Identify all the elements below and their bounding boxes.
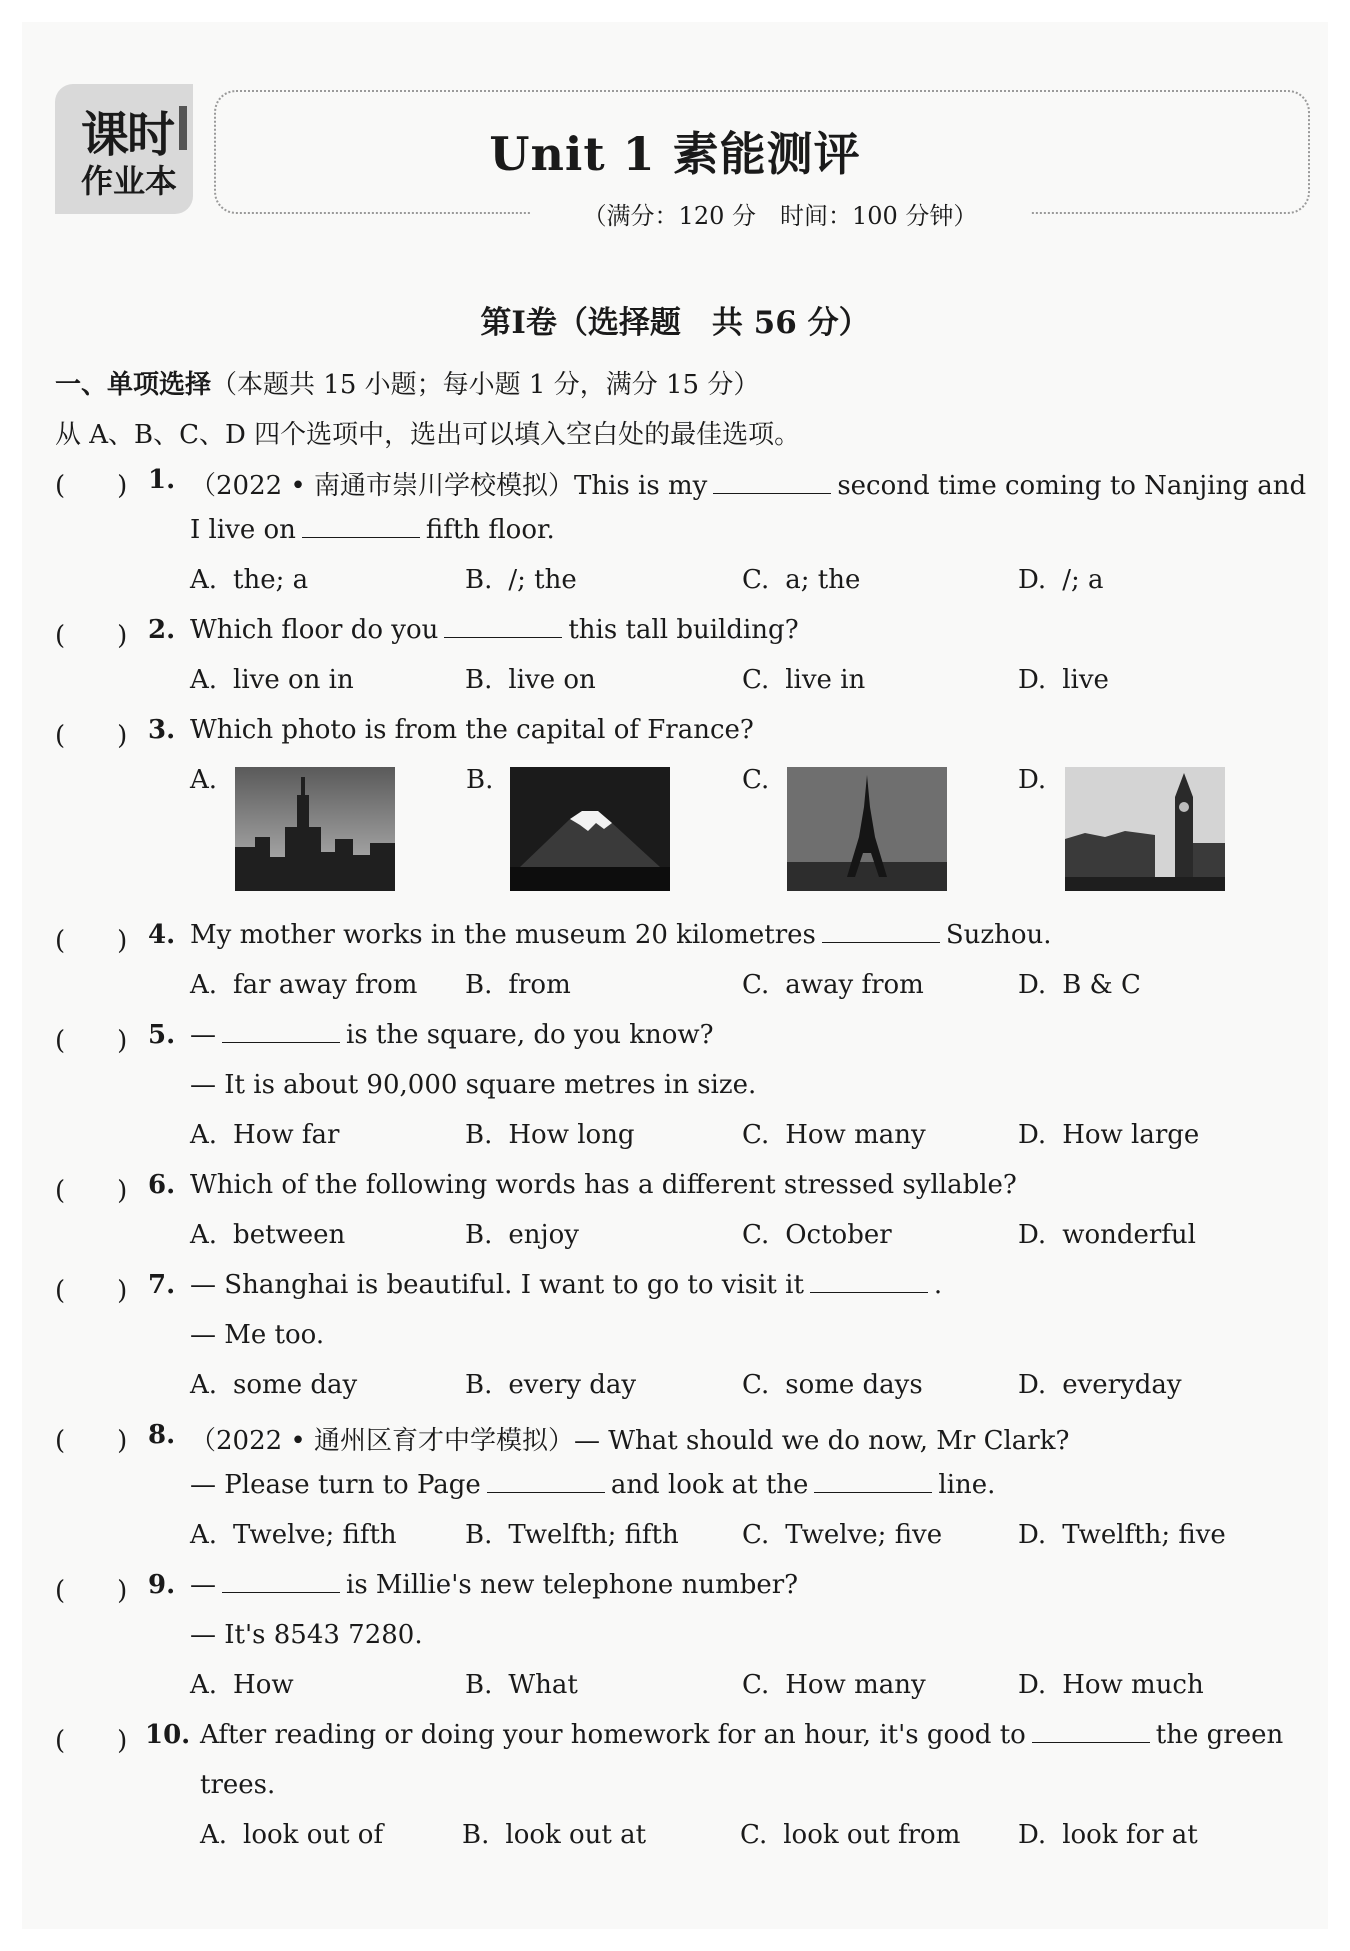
answer-bracket[interactable]: ( ) xyxy=(55,1426,128,1456)
q10-text-a: After reading or doing your homework for an hour, it's good to xyxy=(200,1720,1026,1750)
option-b: B. every day xyxy=(465,1370,637,1400)
option-a: A. live on in xyxy=(190,665,354,695)
option-d: D. Twelfth; five xyxy=(1018,1520,1226,1550)
question-number: 8. xyxy=(148,1420,176,1450)
q8-text-b: and look at the xyxy=(610,1470,809,1500)
option-c: C. Twelve; five xyxy=(742,1520,943,1550)
option-a: A. look out of xyxy=(200,1820,384,1850)
option-d: D. everyday xyxy=(1018,1370,1182,1400)
answer-blank[interactable] xyxy=(222,1572,340,1593)
q1-text-a: （2022 • 南通市崇川学校模拟）This is my xyxy=(190,471,708,501)
question-number: 9. xyxy=(148,1570,176,1600)
question-10-line-1 xyxy=(200,1720,1283,1750)
logo-text-bottom: 作业本 xyxy=(81,162,178,200)
option-b: B. from xyxy=(465,970,571,1000)
option-d: D. live xyxy=(1018,665,1109,695)
answer-bracket[interactable]: ( ) xyxy=(55,1576,128,1606)
question-number: 5. xyxy=(148,1020,176,1050)
answer-blank[interactable] xyxy=(822,922,940,943)
question-number: 7. xyxy=(148,1270,176,1300)
option-d: D. /; a xyxy=(1018,565,1104,595)
page-subtitle: （满分：120 分 时间：100 分钟） xyxy=(530,196,1030,230)
part-heading-label: 一、单项选择 xyxy=(55,370,212,400)
q7-text-b: . xyxy=(933,1270,943,1300)
option-c: C. live in xyxy=(742,665,866,695)
answer-bracket[interactable]: ( ) xyxy=(55,1276,128,1306)
option-c: C. How many xyxy=(742,1120,926,1150)
option-c: C. some days xyxy=(742,1370,923,1400)
answer-bracket[interactable]: ( ) xyxy=(55,721,128,751)
photo-label-d: D. xyxy=(1018,765,1047,795)
question-1-line-1 xyxy=(190,465,1306,502)
option-c: C. look out from xyxy=(740,1820,961,1850)
answer-blank[interactable] xyxy=(814,1472,932,1493)
q1-text-b: second time coming to Nanjing and xyxy=(837,471,1307,501)
option-b: B. look out at xyxy=(462,1820,647,1850)
skyline-photo-icon[interactable] xyxy=(235,767,395,891)
eiffel-tower-photo-icon[interactable] xyxy=(787,767,947,891)
q1-text-d: fifth floor. xyxy=(425,515,555,545)
section-title: 第Ⅰ卷（选择题 共 56 分） xyxy=(480,305,870,341)
answer-blank[interactable] xyxy=(444,617,562,638)
option-c: C. a; the xyxy=(742,565,861,595)
photo-label-b: B. xyxy=(466,765,494,795)
question-1-line-2 xyxy=(190,515,555,545)
option-a: A. How xyxy=(190,1670,294,1700)
part-heading-note: （本题共 15 小题；每小题 1 分，满分 15 分） xyxy=(211,370,760,400)
answer-blank[interactable] xyxy=(713,473,831,494)
question-number: 2. xyxy=(148,615,176,645)
mountain-photo-icon[interactable] xyxy=(510,767,670,891)
q5-text-a: — xyxy=(190,1020,216,1050)
question-5-line-2: — It is about 90,000 square metres in size. xyxy=(190,1070,757,1100)
answer-bracket[interactable]: ( ) xyxy=(55,471,128,501)
option-a: A. far away from xyxy=(190,970,418,1000)
answer-bracket[interactable]: ( ) xyxy=(55,926,128,956)
question-number: 3. xyxy=(148,715,176,745)
option-d: D. How much xyxy=(1018,1670,1204,1700)
option-b: B. Twelfth; fifth xyxy=(465,1520,679,1550)
question-5-line-1 xyxy=(190,1020,714,1050)
question-6-line-1: Which of the following words has a different stressed syllable? xyxy=(190,1170,1017,1200)
q8-text-c: line. xyxy=(938,1470,996,1500)
question-number: 6. xyxy=(148,1170,176,1200)
option-a: A. between xyxy=(190,1220,346,1250)
q8-text-a: — Please turn to Page xyxy=(190,1470,481,1500)
q4-text-b: Suzhou. xyxy=(945,920,1052,950)
q5-text-b: is the square, do you know? xyxy=(346,1020,714,1050)
question-8-line-2 xyxy=(190,1470,995,1500)
q7-text-a: — Shanghai is beautiful. I want to go to visit it xyxy=(190,1270,804,1300)
answer-blank[interactable] xyxy=(1032,1722,1150,1743)
answer-bracket[interactable]: ( ) xyxy=(55,621,128,651)
question-9-line-1 xyxy=(190,1570,798,1600)
option-a: A. Twelve; fifth xyxy=(190,1520,397,1550)
big-ben-photo-icon[interactable] xyxy=(1065,767,1225,891)
option-d: D. B & C xyxy=(1018,970,1141,1000)
question-9-line-2: — It's 8543 7280. xyxy=(190,1620,423,1650)
option-d: D. wonderful xyxy=(1018,1220,1196,1250)
option-b: B. live on xyxy=(465,665,596,695)
question-2-line-1 xyxy=(190,615,799,645)
q2-text-b: this tall building? xyxy=(568,615,799,645)
question-number: 10. xyxy=(145,1720,191,1750)
option-b: B. What xyxy=(465,1670,578,1700)
answer-blank[interactable] xyxy=(222,1022,340,1043)
q1-text-c: I live on xyxy=(190,515,296,545)
option-b: B. enjoy xyxy=(465,1220,579,1250)
answer-blank[interactable] xyxy=(302,517,420,538)
question-number: 4. xyxy=(148,920,176,950)
answer-blank[interactable] xyxy=(810,1272,928,1293)
option-c: C. October xyxy=(742,1220,892,1250)
q4-text-a: My mother works in the museum 20 kilometres xyxy=(190,920,816,950)
option-a: A. some day xyxy=(190,1370,358,1400)
answer-blank[interactable] xyxy=(487,1472,605,1493)
option-d: D. look for at xyxy=(1018,1820,1198,1850)
part-heading xyxy=(55,364,759,401)
option-a: A. How far xyxy=(190,1120,340,1150)
part-instruction: 从 A、B、C、D 四个选项中，选出可以填入空白处的最佳选项。 xyxy=(55,420,801,450)
option-c: C. away from xyxy=(742,970,924,1000)
question-number: 1. xyxy=(148,465,176,495)
answer-bracket[interactable]: ( ) xyxy=(55,1026,128,1056)
question-7-line-2: — Me too. xyxy=(190,1320,325,1350)
q9-text-a: — xyxy=(190,1570,216,1600)
option-b: B. /; the xyxy=(465,565,577,595)
question-7-line-1 xyxy=(190,1270,942,1300)
question-8-line-1: （2022 • 通州区育才中学模拟）— What should we do now, Mr Clark? xyxy=(190,1426,1070,1456)
question-10-line-2: trees. xyxy=(200,1770,276,1800)
logo-text-top: 课时 xyxy=(81,107,174,163)
option-b: B. How long xyxy=(465,1120,635,1150)
photo-label-c: C. xyxy=(742,765,770,795)
option-d: D. How large xyxy=(1018,1120,1200,1150)
answer-bracket[interactable]: ( ) xyxy=(55,1176,128,1206)
photo-label-a: A. xyxy=(190,765,218,795)
question-4-line-1 xyxy=(190,920,1052,950)
option-a: A. the; a xyxy=(190,565,309,595)
q2-text-a: Which floor do you xyxy=(190,615,439,645)
page-title: Unit 1 素能测评 xyxy=(489,127,861,181)
q10-text-b: the green xyxy=(1155,1720,1284,1750)
question-3-line-1: Which photo is from the capital of France? xyxy=(190,715,754,745)
option-c: C. How many xyxy=(742,1670,926,1700)
answer-bracket[interactable]: ( ) xyxy=(55,1726,128,1756)
q9-text-b: is Millie's new telephone number? xyxy=(346,1570,799,1600)
